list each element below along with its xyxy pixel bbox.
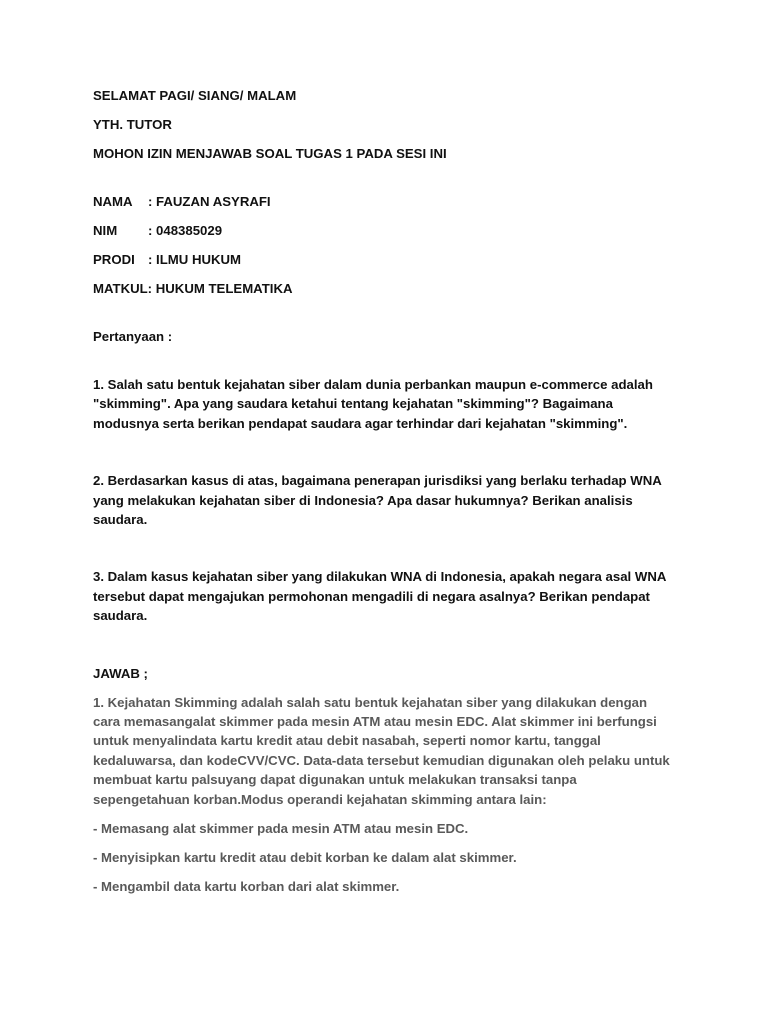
identity-nim-value: : 048385029 [148,223,223,238]
identity-name-value: : FAUZAN ASYRAFI [148,194,271,209]
question-3: 3. Dalam kasus kejahatan siber yang dilakukan WNA di Indonesia, apakah negara asal WNA tersebut dapat mengajukan permohonan mengadili di negara asalnya? Berikan pendapat saudara. [93,569,666,624]
document-body [93,86,675,906]
identity-prodi-value: : ILMU HUKUM [148,252,242,267]
spacer [93,173,675,192]
answers-heading: JAWAB ; [93,665,148,681]
identity-nim-key: NIM [93,223,118,238]
greeting-line: SELAMAT PAGI/ SIANG/ MALAM [93,88,297,103]
identity-nim [93,221,675,240]
spacer [93,356,675,375]
spacer [93,308,675,327]
questions-heading: Pertanyaan : [93,329,173,344]
permission-line: MOHON IZIN MENJAWAB SOAL TUGAS 1 PADA SESI INI [93,146,447,161]
answer-bullet: - Menyisipkan kartu kredit atau debit korban ke dalam alat skimmer. [93,849,517,865]
identity-prodi-key: PRODI [93,252,135,267]
answers-body [93,693,675,896]
addressee-line: YTH. TUTOR [93,117,172,132]
identity-name [93,192,675,211]
identity-prodi [93,250,675,269]
answer-1-paragraph: 1. Kejahatan Skimming adalah salah satu bentuk kejahatan siber yang dilakukan dengan cara memasangalat skimmer pada mesin ATM atau mesin EDC. Alat skimmer ini berfungsi untuk menyalindata kartu kredit atau debit nasabah, seperti nomor kartu, tanggal kedaluwarsa, dan kodeCVV/CVC. Data-data tersebut kemudian digunakan oleh pelaku untuk membuat kartu palsuyang dapat digunakan untuk melakukan transaksi tanpa sepengetahuan korban.Modus operandi kejahatan skimming antara lain: [93,694,670,807]
question-2: 2. Berdasarkan kasus di atas, bagaimana penerapan jurisdiksi yang berlaku terhadap WNA yang melakukan kejahatan siber di Indonesia? Apa dasar hukumnya? Berikan analisis saudara. [93,473,662,528]
identity-name-key: NAMA [93,194,133,209]
answer-bullet: - Memasang alat skimmer pada mesin ATM atau mesin EDC. [93,820,469,836]
identity-matkul: MATKUL: HUKUM TELEMATIKA [93,281,293,296]
question-1: 1. Salah satu bentuk kejahatan siber dalam dunia perbankan maupun e-commerce adalah "skimming". Apa yang saudara ketahui tentang kejahatan "skimming"? Bagaimana modusnya serta berikan pendapat saudara agar terhindar dari kejahatan "skimming". [93,377,653,431]
answer-bullet: - Mengambil data kartu korban dari alat skimmer. [93,878,400,894]
